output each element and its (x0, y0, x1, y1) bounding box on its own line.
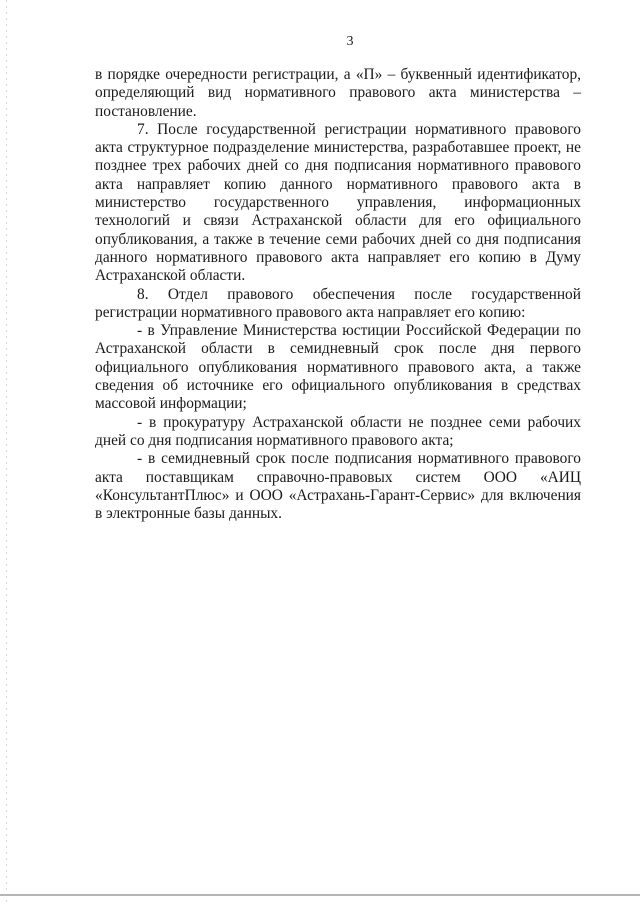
list-item-ministry-of-justice: - в Управление Министерства юстиции Российской Федерации по Астраханской области в семидневный срок после дня первого официального опубликования нормативного правового акта, а также сведения об источнике его официального опубликования в средствах массовой информации; (95, 322, 581, 413)
page-number: 3 (346, 34, 354, 49)
scan-edge (6, 0, 7, 905)
paragraph-intro: в порядке очередности регистрации, а «П» – буквенный идентификатор, определяющий вид нормативного правового акта министерства – постановление. (95, 66, 581, 120)
list-item-legal-systems: - в семидневный срок после подписания нормативного правового акта поставщикам справочно-правовых систем ООО «АИЦ «КонсультантПлюс» и ООО «Астрахань-Гарант-Сервис» для включения в электронные базы данных. (95, 450, 581, 523)
paragraph-7: 7. После государственной регистрации нормативного правового акта структурное подразделение министерства, разработавшее проект, не позднее трех рабочих дней со дня подписания нормативного правового акта направляет копию данного нормативного правового акта в министерство государственного управления, информационных технологий и связи Астраханской области для его официального опубликования, а также в течение семи рабочих дней со дня подписания данного нормативного правового акта направляет его копию в Думу Астраханской области. (95, 120, 581, 285)
document-body (95, 66, 581, 523)
scan-bottom-edge (0, 894, 640, 896)
paragraph-8: 8. Отдел правового обеспечения после государственной регистрации нормативного правового акта направляет его копию: (95, 285, 581, 321)
list-item-prosecutor: - в прокуратуру Астраханской области не позднее семи рабочих дней со дня подписания нормативного правового акта; (95, 413, 581, 449)
